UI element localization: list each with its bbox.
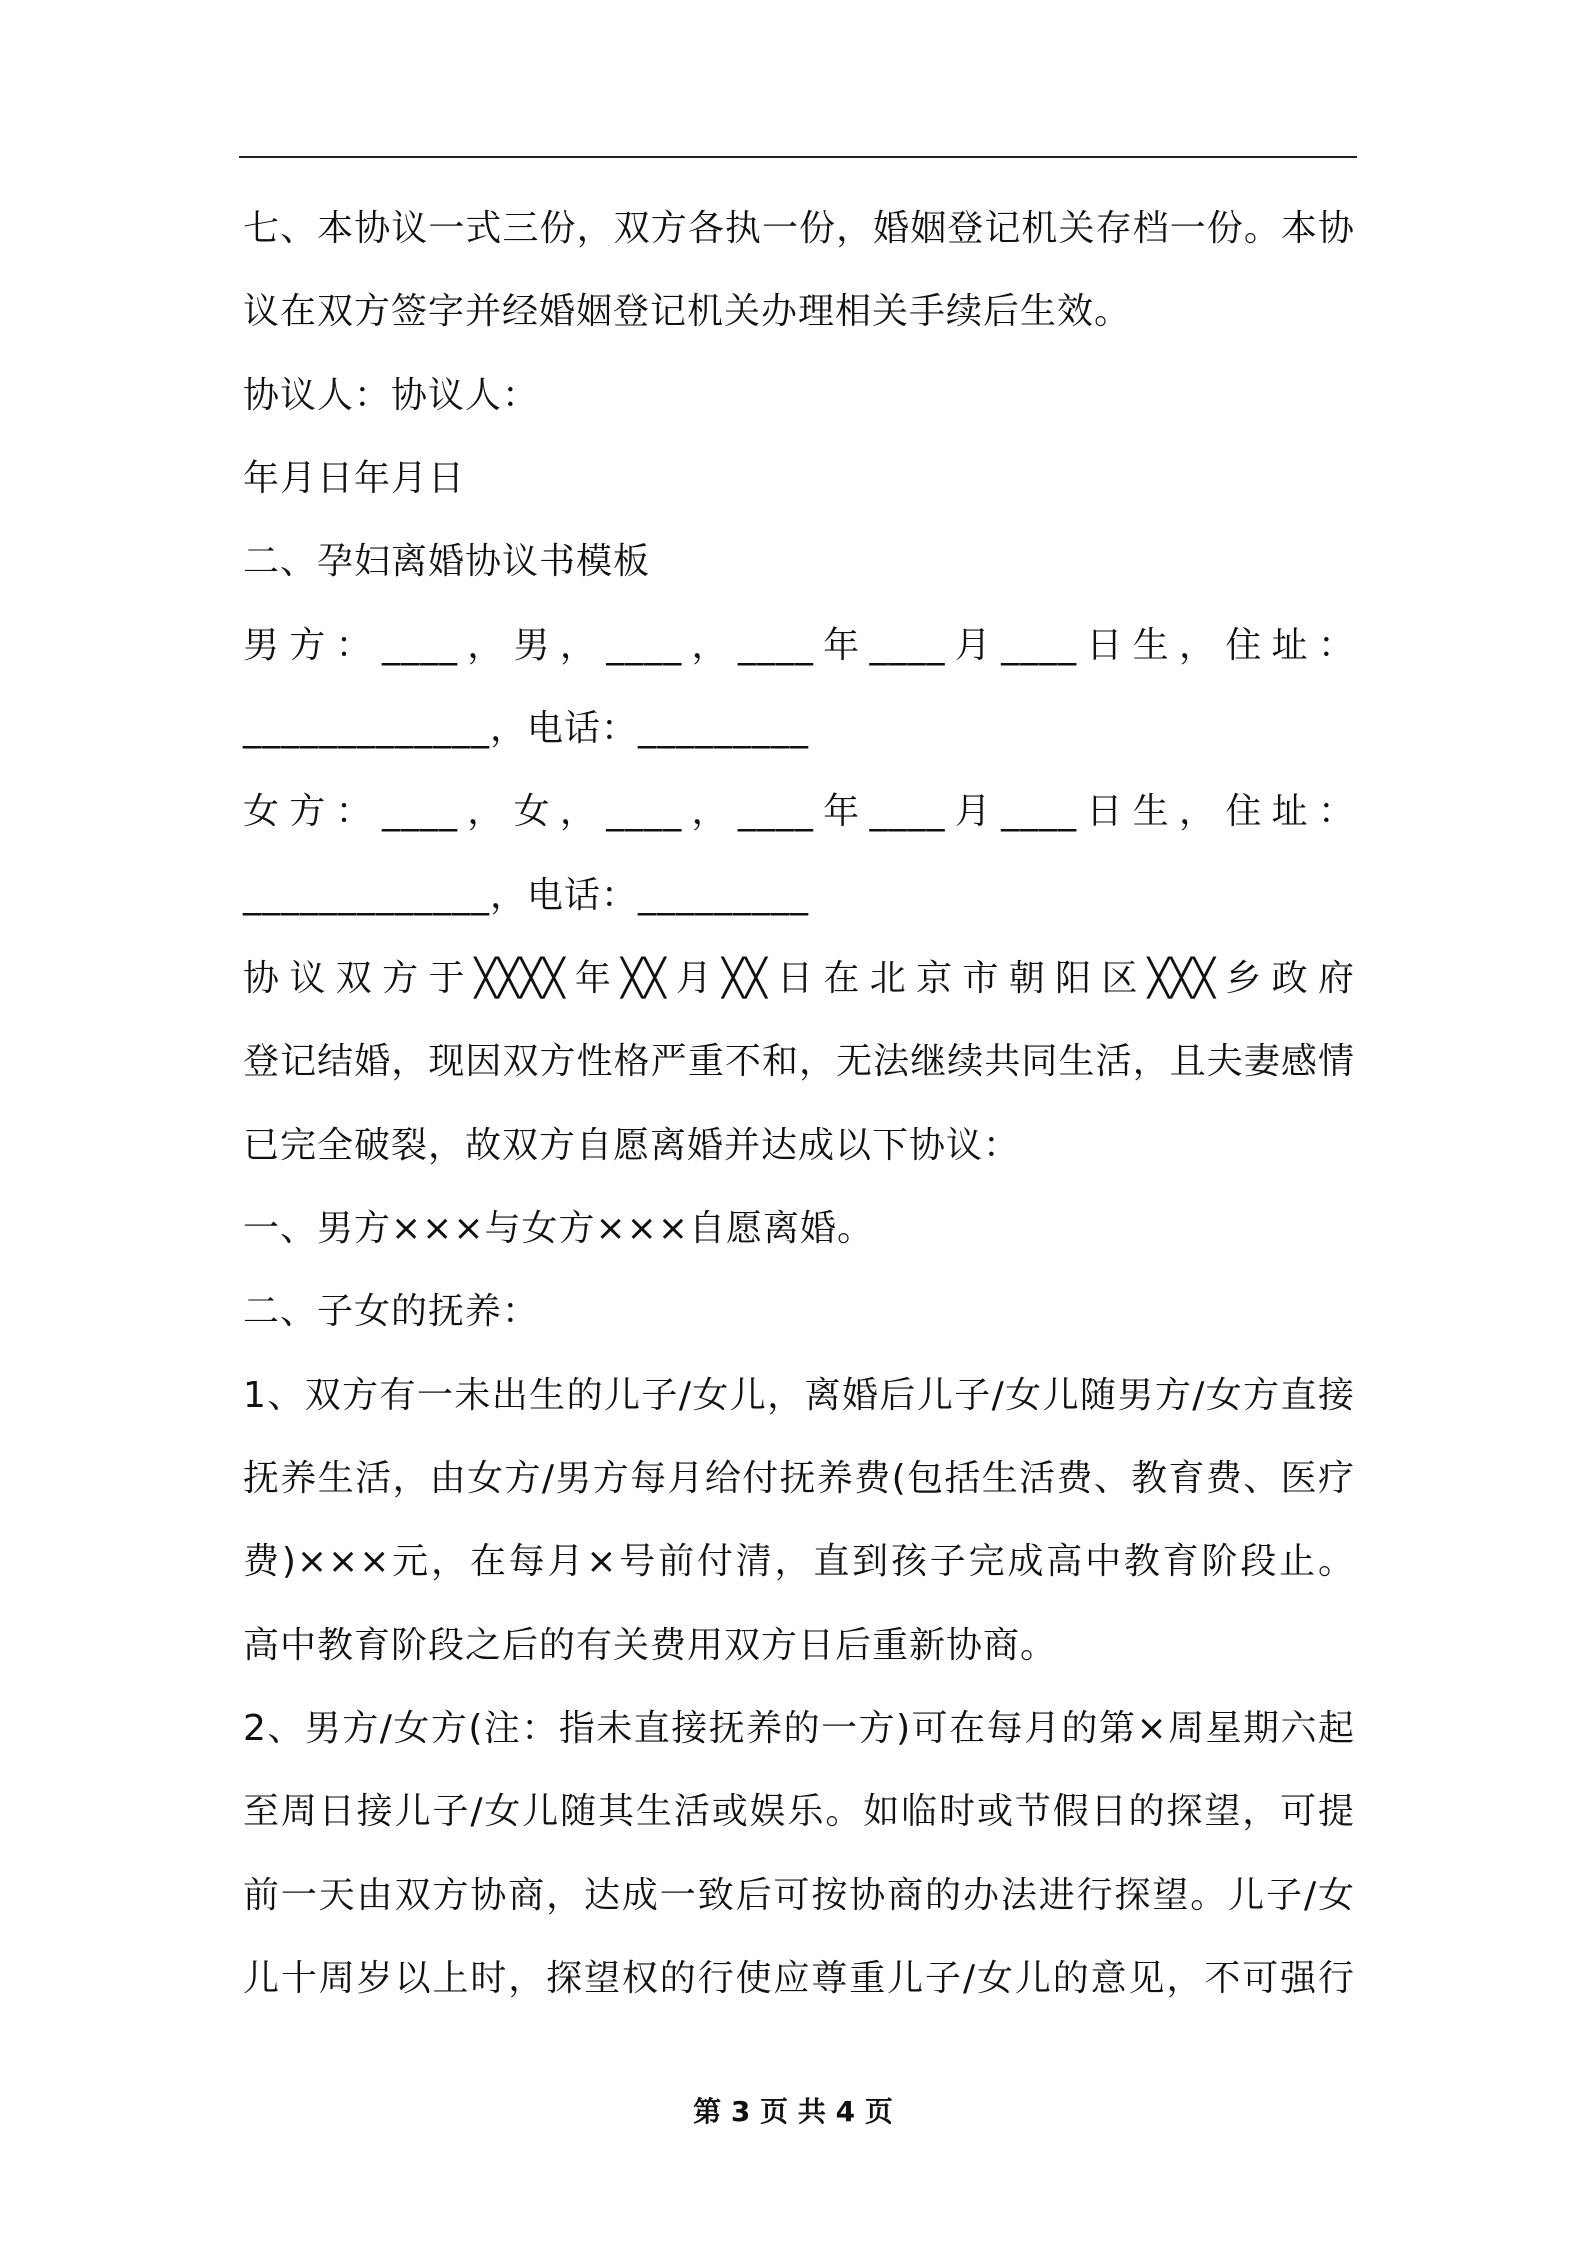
text-line: 高中教育阶段之后的有关费用双方日后重新协商。 [243,1625,1058,1666]
text-line: 1、双方有一未出生的儿子/女儿，离婚后儿子/女儿随男方/女方直接 [243,1375,1355,1416]
header-rule [239,156,1357,158]
form-line-male: 男方：____，男，____，____年____月____日生，住址： [243,625,1355,666]
page-number: 第 3 页 共 4 页 [693,2095,893,2128]
text-line: 至周日接儿子/女儿随其生活或娱乐。如临时或节假日的探望，可提 [243,1791,1355,1832]
text-line: 议在双方签字并经婚姻登记机关办理相关手续后生效。 [243,291,1132,332]
form-line-male-contact: _____________，电话：_________ [243,708,810,749]
text-line: 二、子女的抚养： [243,1291,540,1332]
text-line: 儿十周岁以上时，探望权的行使应尊重儿子/女儿的意见，不可强行 [243,1958,1355,1999]
text-line: 协议人：协议人： [243,375,540,416]
text-line: 年月日年月日 [243,458,466,499]
text-line: 协议双方于╳╳╳╳年╳╳月╳╳日在北京市朝阳区╳╳╳乡政府 [243,958,1355,999]
section-heading: 二、孕妇离婚协议书模板 [243,541,651,582]
text-line: 前一天由双方协商，达成一致后可按协商的办法进行探望。儿子/女 [243,1875,1355,1916]
text-line: 已完全破裂，故双方自愿离婚并达成以下协议： [243,1125,1021,1166]
text-line: 抚养生活，由女方/男方每月给付抚养费(包括生活费、教育费、医疗 [243,1458,1355,1499]
form-line-female-contact: _____________，电话：_________ [243,875,810,916]
text-line: 七、本协议一式三份，双方各执一份，婚姻登记机关存档一份。本协 [243,208,1355,249]
text-line: 登记结婚，现因双方性格严重不和，无法继续共同生活，且夫妻感情 [243,1041,1355,1082]
text-line: 2、男方/女方(注：指未直接抚养的一方)可在每月的第×周星期六起 [243,1708,1355,1749]
form-line-female: 女方：____，女，____，____年____月____日生，住址： [243,791,1355,832]
text-line: 费)×××元，在每月×号前付清，直到孩子完成高中教育阶段止。 [243,1541,1355,1582]
text-line: 一、男方×××与女方×××自愿离婚。 [243,1208,874,1249]
